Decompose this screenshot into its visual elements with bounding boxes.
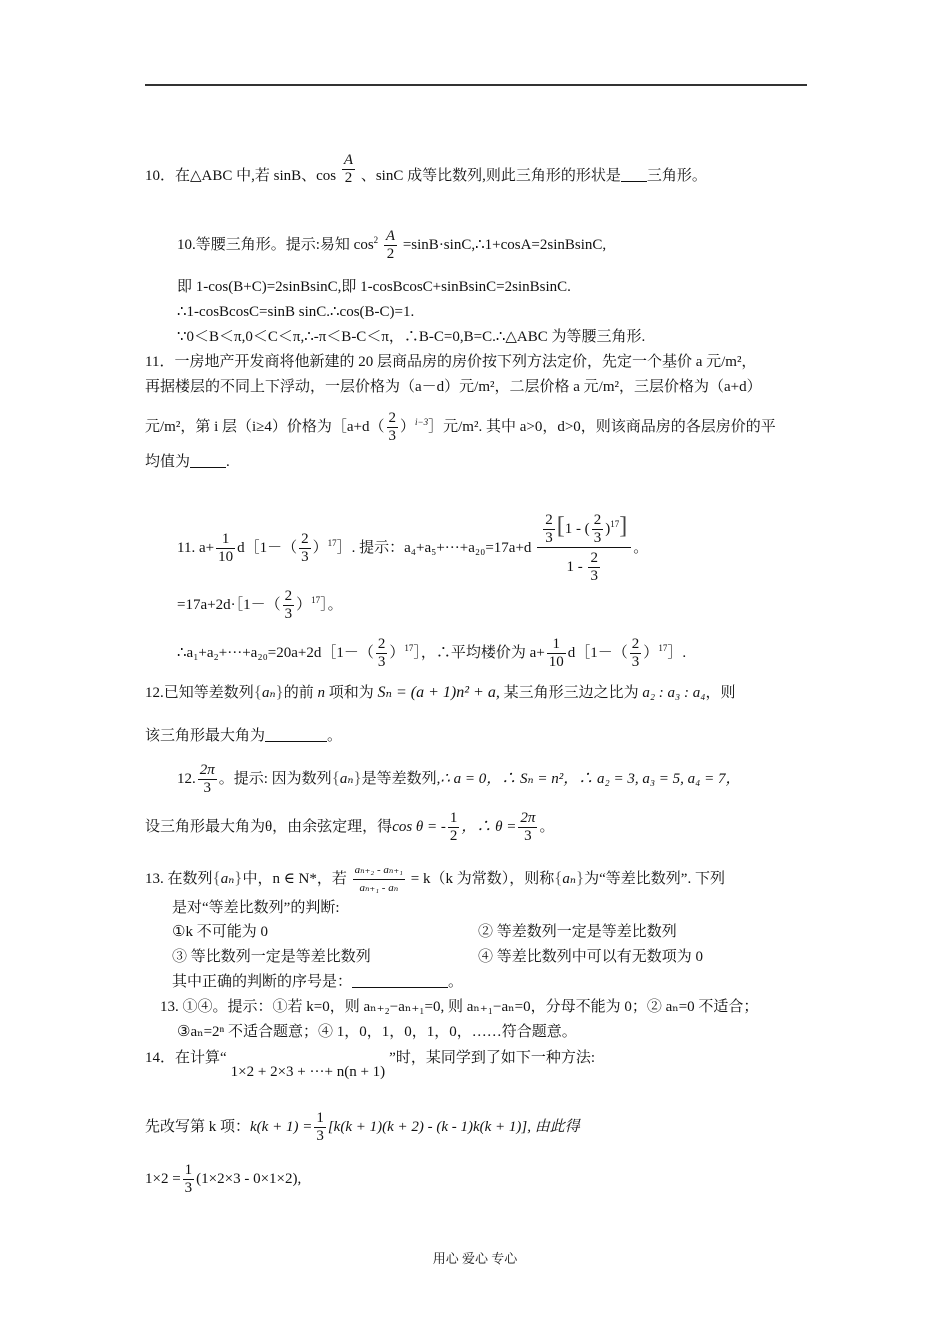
q11-answer-blank <box>190 453 226 468</box>
answer-11-line3: ∴a₁+a₂+···+a₂₀=20a+2d［1－（ $\frac{2}{3}$ ）$^{17}$］，∴平均楼价为 a+ $\frac{1}{10}$ d［1－（ $\frac{2}{3}$ ）$^{17}$］. <box>177 636 687 670</box>
q13-option-3: ③ 等比数列一定是等差比数列 <box>172 949 371 965</box>
header-rule <box>145 84 807 86</box>
answer-11-line1: 11. a+ $\frac{1}{10}$ d［1－（ $\frac{2}{3}$ ）$^{17}$］. 提示：a₄+a₅+···+a₂₀=17a+d $\frac{2}{3}$ [1 - ( $\frac{2}{3}$ )$^{17}$] 1 - $\frac{2}{3}$ 。 <box>177 512 649 584</box>
q13-answer-blank <box>352 973 448 988</box>
q13-fraction: $\frac{\text{aₙ₊₂ - aₙ₊₁}}{\text{aₙ₊₁ - aₙ}}$ <box>354 864 403 894</box>
question-13-line1: 13. 在数列{aₙ}中，n ∈ N*，若 $\frac{\text{aₙ₊₂ - aₙ₊₁}}{\text{aₙ₊₁ - aₙ}}$ = k（k 为常数），则称{aₙ}为“等差比数列”. 下列 <box>145 862 725 897</box>
answer-13-line2: ③aₙ=2ⁿ 不适合题意；④ 1，0，1，0，1，0，……符合题意。 <box>177 1024 577 1040</box>
q10-fraction: $\frac{A}{2}$ <box>343 152 354 186</box>
q10-answer-blank <box>621 167 647 182</box>
question-14-line1: 14．在计算“1×2 + 2×3 + ···+ n(n + 1)”时，某同学到了如下一种方法: <box>145 1050 595 1080</box>
answer-13-line1: 13. ①④。提示：①若 k=0，则 aₙ₊₂−aₙ₊₁=0, 则 aₙ₊₁−aₙ=0，分母不能为 0；② aₙ=0 不适合； <box>160 999 759 1015</box>
question-13-line5: 其中正确的判断的序号是： 。 <box>172 974 464 990</box>
question-11-line2: 再据楼层的不同上下浮动，一层价格为（a－d）元/m²，二层价格 a 元/m²，三层价格为（a+d） <box>145 379 762 395</box>
answer-12-line2: 设三角形最大角为θ，由余弦定理，得cos θ = - $\frac{1}{2}$ ，∴ θ = $\frac{2\pi}{3}$ 。 <box>145 810 555 844</box>
question-10 <box>145 152 707 187</box>
question-11-line4: 均值为 . <box>145 454 230 470</box>
answer-10-line3: ∴1-cosBcosC=sinB sinC.∴cos(B-C)=1. <box>177 304 415 320</box>
q12-answer-blank <box>265 727 327 742</box>
a11-big-fraction: $\frac{2}{3}$ [1 - ( $\frac{2}{3}$ )$^{17}$] 1 - $\frac{2}{3}$ <box>537 512 631 585</box>
q10-text-a: 10．在△ABC 中,若 sinB、cos <box>145 168 337 184</box>
answer-10-line1: 10.等腰三角形。提示:易知 $\cos^2$ $\frac{A}{2}$ =sinB·sinC,∴1+cosA=2sinBsinC, <box>177 228 607 262</box>
a10-fraction: $\frac{A}{2}$ <box>385 228 396 262</box>
answer-10-line4: ∵0＜B＜π,0＜C＜π,∴-π＜B-C＜π，∴B-C=0,B=C.∴△ABC 为等腰三角形. <box>177 329 646 345</box>
answer-11-line2: =17a+2d·［1－（ $\frac{2}{3}$ ）$^{17}$］。 <box>177 588 343 622</box>
q10-text-c: 三角形。 <box>646 168 707 184</box>
q13-option-2: ② 等差数列一定是等差比数列 <box>478 924 677 940</box>
question-12-line2: 该三角形最大角为 。 <box>145 728 343 744</box>
answer-12-line1: 12. $\frac{2\pi}{3}$ 。提示: 因为数列{aₙ}是等差数列,∴ a = 0，∴ Sₙ = n²，∴ a₂ = 3, a₃ = 5, a₄ = 7， <box>177 762 741 796</box>
q13-option-1: ①k 不可能为 0 <box>172 924 268 940</box>
question-12-line1: 12.已知等差数列{aₙ}的前 n 项和为 Sₙ = (a + 1)n² + a, 某三角形三边之比为 a₂ : a₃ : a₄，则 <box>145 682 736 701</box>
question-13-line2: 是对“等差比数列”的判断: <box>172 900 340 916</box>
question-11-line1: 11．一房地产开发商将他新建的 20 层商品房的房价按下列方法定价，先定一个基价 a 元/m²， <box>145 354 757 370</box>
question-11-line3: 元/m²，第 i 层（i≥4）价格为［a+d（ $\frac{2}{3}$ ）$^{i-3}$］元/m². 其中 a>0，d>0，则该商品房的各层房价的平 <box>145 410 776 444</box>
q13-option-4: ④ 等差比数列中可以有无数项为 0 <box>478 949 704 965</box>
page-footer: 用心 爱心 专心 <box>432 1251 518 1266</box>
question-14-line2: 先改写第 k 项：k(k + 1) = $\frac{1}{3}$ [k(k + 1)(k + 2) - (k - 1)k(k + 1)], 由此得 <box>145 1110 580 1144</box>
answer-10-line2: 即 1-cos(B+C)=2sinBsinC,即 1-cosBcosC+sinBsinC=2sinBsinC. <box>177 279 571 295</box>
q10-text-b: 、sinC 成等比数列,则此三角形的形状是 <box>360 168 621 184</box>
question-14-line3: 1×2 = $\frac{1}{3}$ (1×2×3 - 0×1×2), <box>145 1162 302 1196</box>
